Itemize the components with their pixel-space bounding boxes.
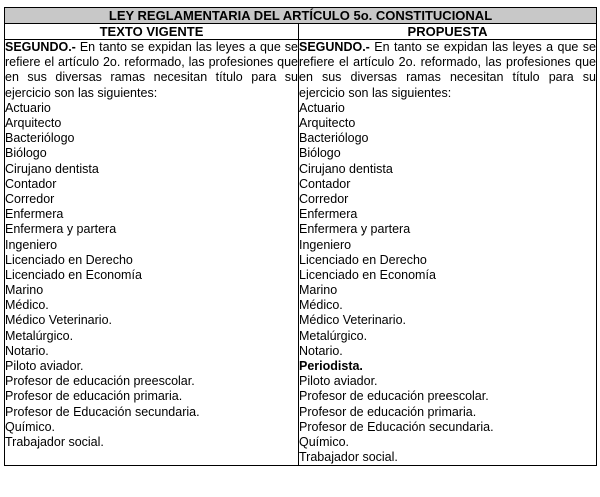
list-item: Metalúrgico. (5, 328, 74, 343)
list-item: Profesor de educación preescolar. (299, 389, 489, 404)
list-item: Bacteriólogo (299, 131, 369, 146)
list-item: Médico. (299, 298, 343, 313)
list-item: Ingeniero (5, 237, 58, 252)
list-item: Piloto aviador. (299, 374, 378, 389)
list-item: Contador (299, 176, 351, 191)
column-propuesta (299, 40, 597, 466)
list-item: Profesor de educación primaria. (5, 389, 183, 404)
intro-text: En tanto se expidan las leyes a que se refiere el artículo 2o. reformado, las profesiones que en sus diversas ramas necesitan título para su ejercicio son las siguientes: (5, 40, 298, 100)
list-item: Químico. (299, 434, 350, 449)
profession-list-propuesta (299, 101, 596, 466)
article-label: SEGUNDO.- (299, 40, 370, 54)
list-item: Biólogo (299, 146, 341, 161)
list-item: Licenciado en Derecho (299, 252, 427, 267)
comparison-table (4, 7, 597, 466)
list-item: Arquitecto (5, 116, 62, 130)
article-label: SEGUNDO.- (5, 40, 76, 54)
list-item-added: Periodista. (299, 359, 363, 373)
list-item: Profesor de educación primaria. (299, 404, 477, 419)
intro-paragraph-propuesta (299, 40, 596, 101)
list-item: Cirujano dentista (299, 161, 393, 176)
list-item: Arquitecto (299, 116, 356, 130)
list-item: Químico. (5, 419, 56, 434)
table-title: LEY REGLAMENTARIA DEL ARTÍCULO 5o. CONSTITUCIONAL (5, 8, 597, 24)
list-item: Profesor de educación preescolar. (5, 374, 195, 389)
list-item: Marino (5, 283, 44, 298)
list-item: Actuario (299, 100, 345, 115)
list-item: Enfermera y partera (5, 222, 117, 237)
list-item: Profesor de Educación secundaria. (5, 404, 200, 419)
intro-paragraph-vigente (5, 40, 298, 101)
list-item: Notario. (299, 343, 343, 358)
list-item: Licenciado en Economía (5, 267, 142, 282)
list-item: Marino (299, 283, 338, 298)
list-item: Enfermera y partera (299, 222, 411, 237)
list-item: Corredor (5, 191, 55, 206)
intro-text: En tanto se expidan las leyes a que se refiere el artículo 2o. reformado, las profesiones que en sus diversas ramas necesitan título para su ejercicio son las siguientes: (299, 40, 597, 100)
profession-list-vigente (5, 101, 298, 450)
list-item: Metalúrgico. (299, 328, 368, 343)
list-item: Actuario (5, 100, 51, 115)
list-item: Profesor de Educación secundaria. (299, 419, 494, 434)
list-item: Enfermera (299, 207, 358, 222)
column-vigente (5, 40, 299, 466)
list-item: Biólogo (5, 146, 47, 161)
list-item: Notario. (5, 343, 49, 358)
list-item: Ingeniero (299, 237, 352, 252)
list-item: Piloto aviador. (5, 359, 84, 373)
list-item: Médico Veterinario. (5, 313, 113, 328)
list-item: Bacteriólogo (5, 131, 75, 146)
list-item: Enfermera (5, 207, 64, 222)
list-item: Médico Veterinario. (299, 313, 407, 328)
list-item: Licenciado en Derecho (5, 252, 133, 267)
list-item: Corredor (299, 191, 349, 206)
list-item: Médico. (5, 298, 49, 313)
column-heading-propuesta: PROPUESTA (299, 24, 597, 40)
list-item: Trabajador social. (5, 434, 104, 449)
column-heading-vigente: TEXTO VIGENTE (5, 24, 299, 40)
list-item: Contador (5, 176, 57, 191)
list-item: Cirujano dentista (5, 161, 99, 176)
list-item: Licenciado en Economía (299, 267, 436, 282)
list-item: Trabajador social. (299, 450, 398, 465)
